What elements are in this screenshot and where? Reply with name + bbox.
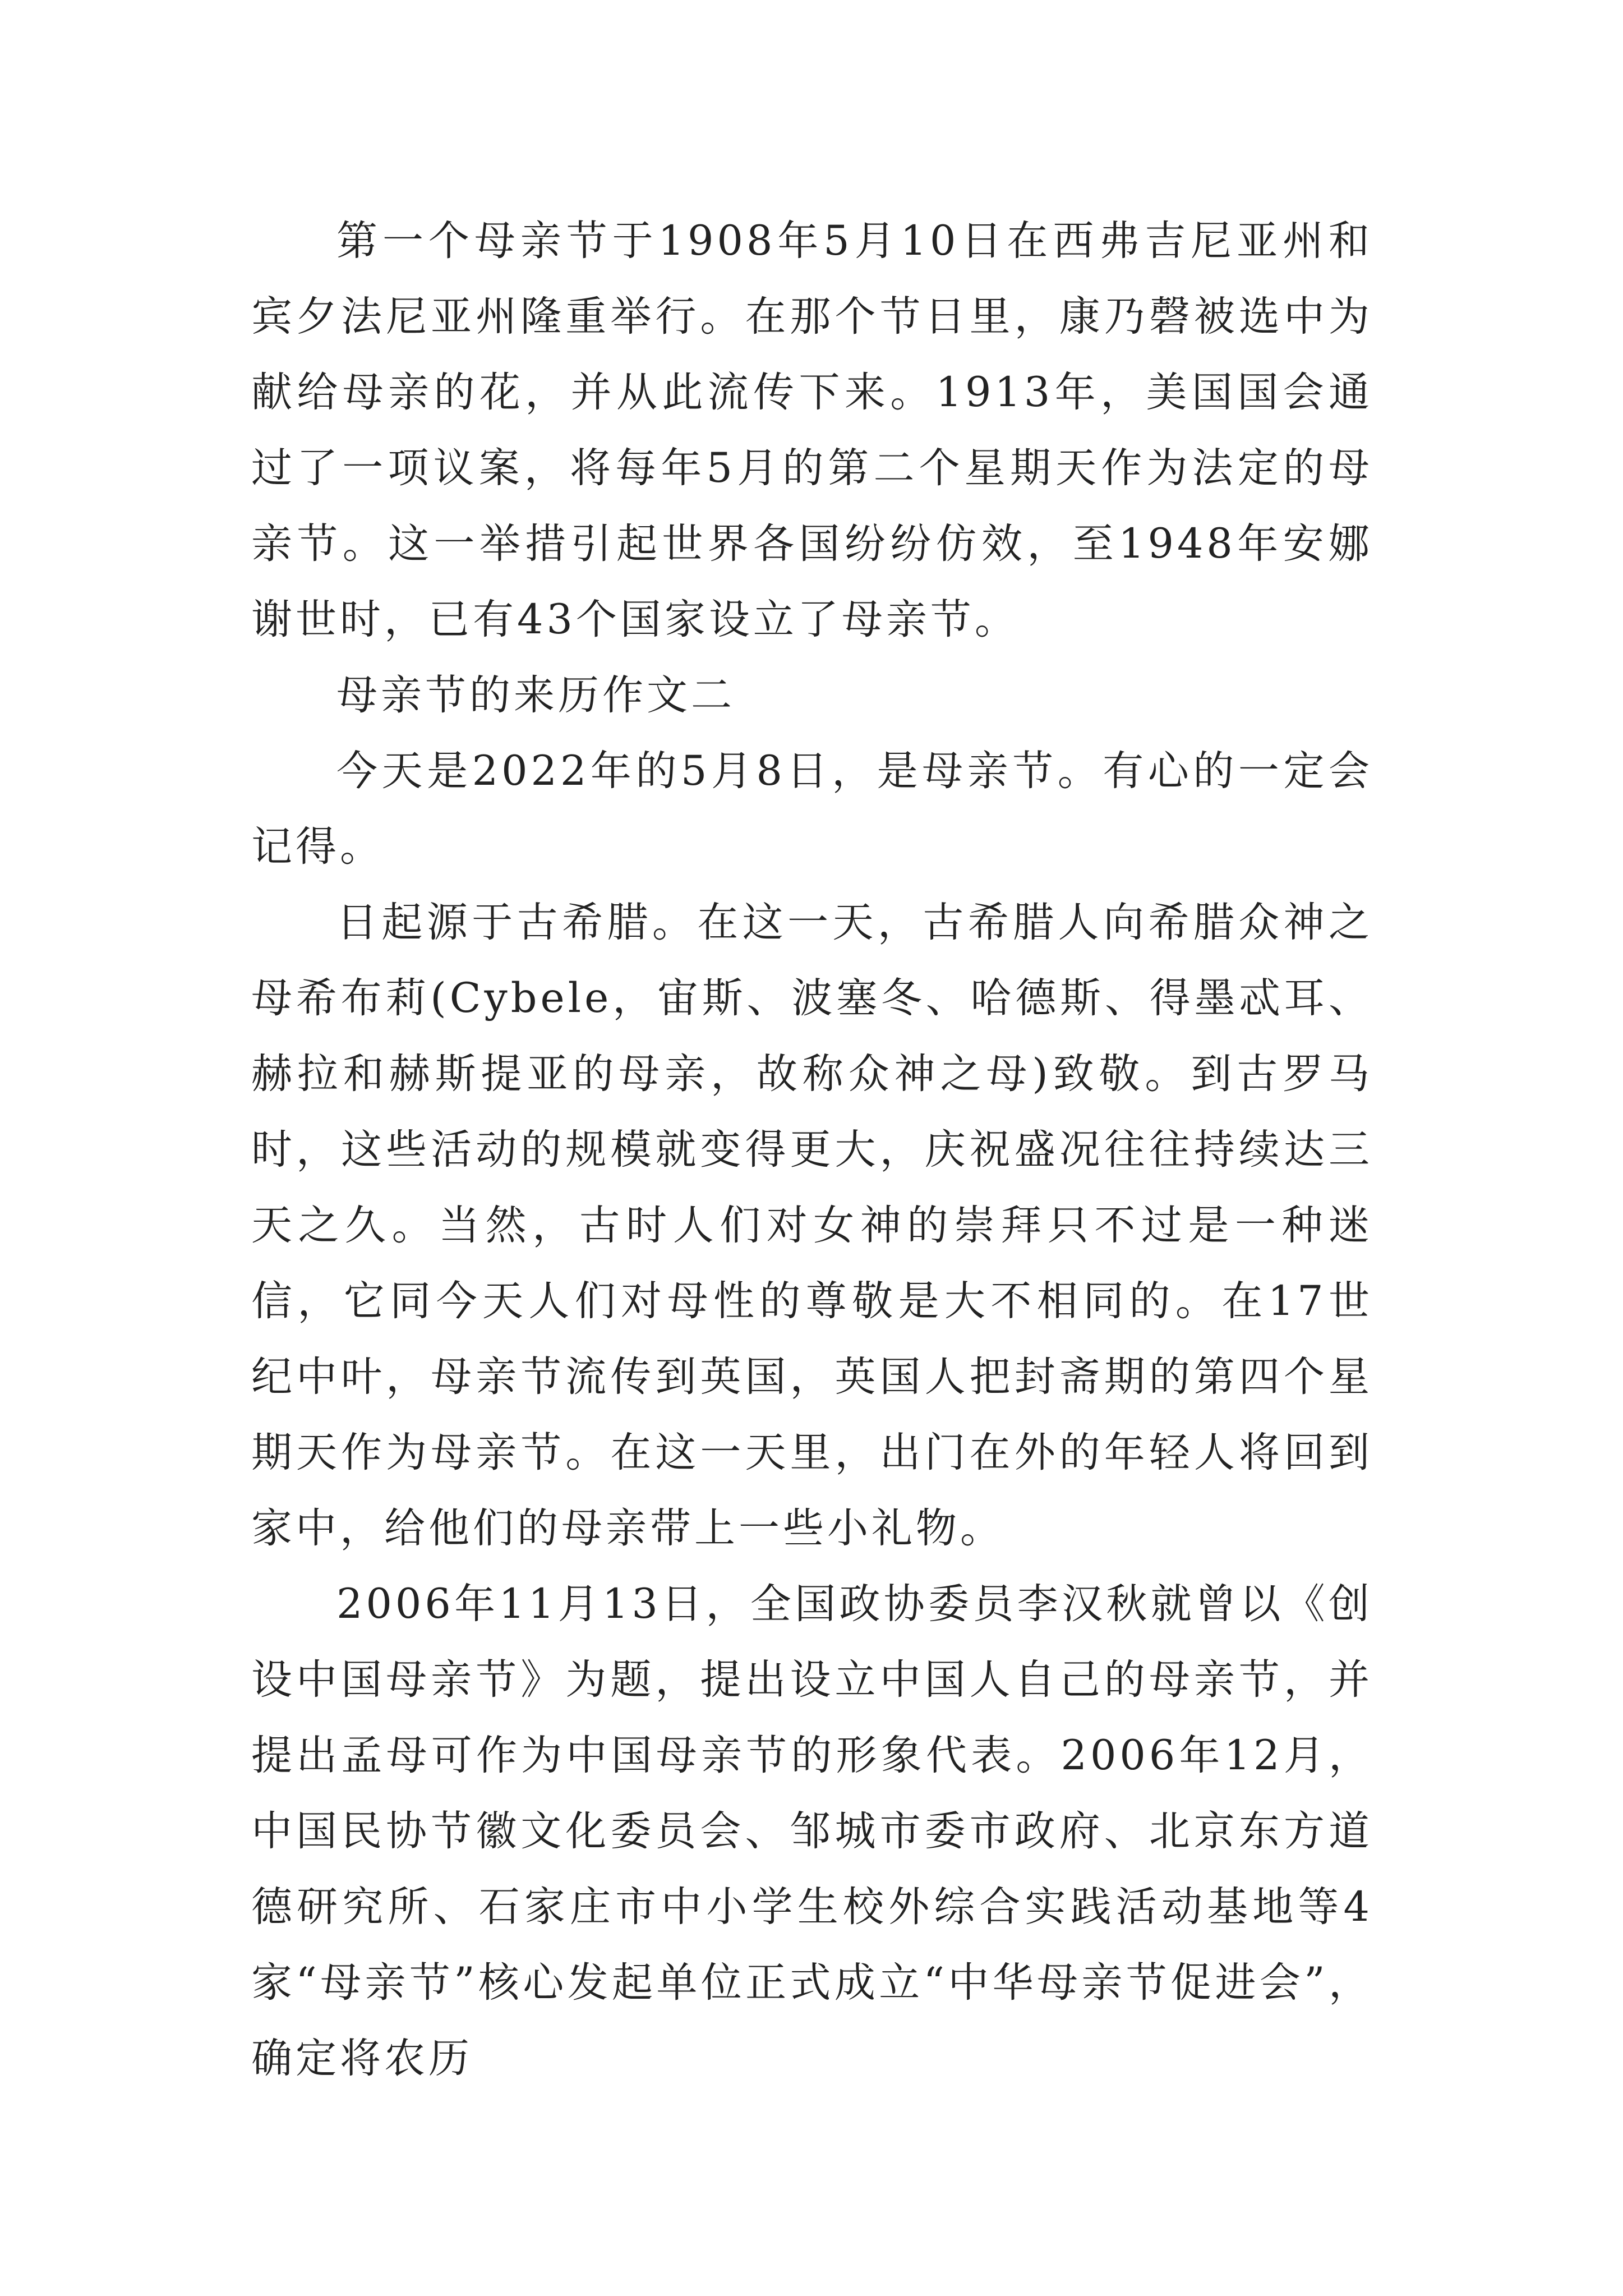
paragraph-first-mothers-day: 第一个母亲节于1908年5月10日在西弗吉尼亚州和宾夕法尼亚州隆重举行。在那个节日里，康乃磬被选中为献给母亲的花，并从此流传下来。1913年，美国国会通过了一项议案，将每年5月的第二个星期天作为法定的母亲节。这一举措引起世界各国纷纷仿效，至1948年安娜谢世时，已有43个国家设立了母亲节。 [251, 217, 1373, 643]
document-body [251, 203, 1373, 2096]
paragraph-today: 今天是2022年的5月8日，是母亲节。有心的一定会记得。 [251, 747, 1373, 871]
section-heading: 母亲节的来历作文二 [336, 671, 735, 719]
paragraph-origin: 日起源于古希腊。在这一天，古希腊人向希腊众神之母希布莉(Cybele，宙斯、波塞冬、哈德斯、得墨忒耳、赫拉和赫斯提亚的母亲，故称众神之母)致敬。到古罗马时，这些活动的规模就变得更大，庆祝盛况往往持续达三天之久。当然，古时人们对女神的崇拜只不过是一种迷信，它同今天人们对母性的尊敬是大不相同的。在17世纪中叶，母亲节流传到英国，英国人把封斋期的第四个星期天作为母亲节。在这一天里，出门在外的年轻人将回到家中，给他们的母亲带上一些小礼物。 [251, 899, 1373, 1552]
paragraph-china: 2006年11月13日，全国政协委员李汉秋就曾以《创设中国母亲节》为题，提出设立中国人自己的母亲节，并提出孟母可作为中国母亲节的形象代表。2006年12月，中国民协节徽文化委员会、邹城市委市政府、北京东方道德研究所、石家庄市中小学生校外综合实践活动基地等4家“母亲节”核心发起单位正式成立“中华母亲节促进会”，确定将农历 [251, 1580, 1373, 2082]
